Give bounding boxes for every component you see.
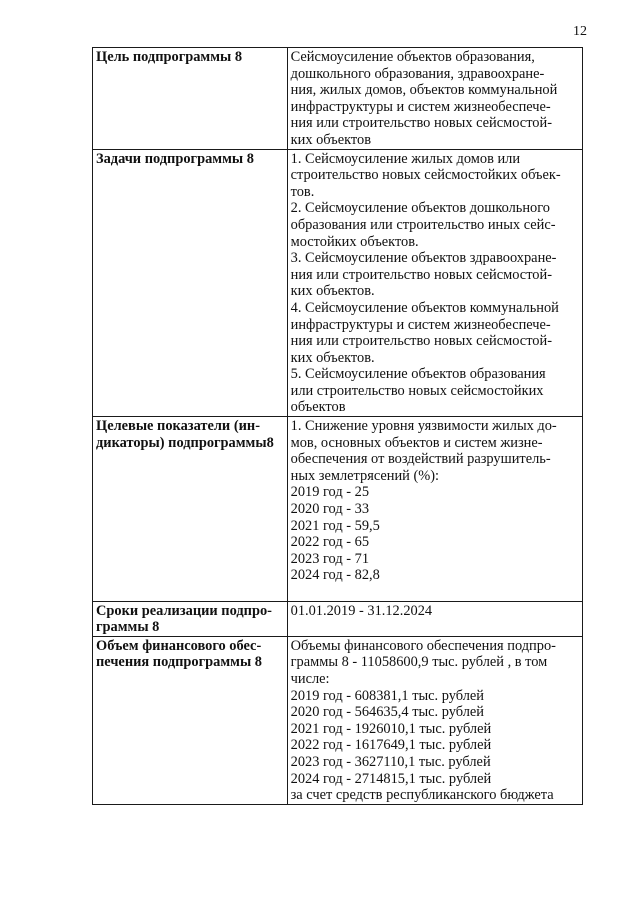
table-row-funding	[93, 636, 583, 804]
value-line: или строительство новых сейсмостойких	[290, 382, 544, 399]
value-line: граммы 8 - 11058600,9 тыс. рублей , в том	[290, 654, 548, 671]
value-line: ния или строительство новых сейсмостой-	[290, 115, 552, 132]
value-line: мостойких объектов.	[290, 233, 419, 250]
value-line: дошкольного образования, здравоохране-	[290, 65, 545, 82]
value-line: 4. Сейсмоусиление объектов коммунальной	[290, 299, 559, 316]
table-row-timeline	[93, 601, 583, 636]
row-label-indicators	[93, 417, 288, 602]
value-line: мов, основных объектов и систем жизне-	[290, 434, 543, 451]
value-line: 1. Снижение уровня уязвимости жилых до-	[290, 418, 557, 435]
value-line: 1. Сейсмоусиление жилых домов или	[290, 150, 521, 167]
row-value-funding	[287, 636, 582, 804]
value-line: 2022 год - 1617649,1 тыс. рублей	[290, 737, 492, 754]
value-line: 2020 год - 33	[290, 501, 370, 518]
value-line: строительство новых сейсмостойких объек-	[290, 167, 561, 184]
page-number: 12	[573, 24, 587, 39]
value-line: обеспечения от воздействий разрушитель-	[290, 451, 551, 468]
value-line: ния или строительство новых сейсмостой-	[290, 266, 552, 283]
label-line: дикаторы) подпрограммы8	[96, 434, 274, 451]
value-line: 2. Сейсмоусиление объектов дошкольного	[290, 200, 550, 217]
label-line: Объем финансового обес-	[96, 637, 262, 654]
value-line: 2024 год - 2714815,1 тыс. рублей	[290, 770, 492, 787]
row-label-timeline	[93, 601, 288, 636]
value-line: ния или строительство новых сейсмостой-	[290, 333, 552, 350]
value-line: 2019 год - 25	[290, 484, 370, 501]
table-row-tasks	[93, 149, 583, 417]
value-line: 3. Сейсмоусиление объектов здравоохране-	[290, 250, 557, 267]
value-line: тов.	[290, 183, 315, 200]
row-label-goal	[93, 48, 288, 150]
value-line: Сейсмоусиление объектов образования,	[290, 49, 535, 65]
table-row-goal	[93, 48, 583, 150]
value-line: ния, жилых домов, объектов коммунальной	[290, 82, 558, 99]
label-line: печения подпрограммы 8	[96, 654, 262, 671]
value-line: 2021 год - 59,5	[290, 517, 380, 534]
value-line: инфраструктуры и систем жизнеобеспече-	[290, 316, 551, 333]
row-label-funding	[93, 636, 288, 804]
row-value-timeline	[287, 601, 582, 636]
table-row-indicators	[93, 417, 583, 602]
value-line: 2024 год - 82,8	[290, 567, 380, 584]
label-line: Задачи подпрограммы 8	[96, 150, 254, 167]
value-line: числе:	[290, 670, 330, 687]
label-line: Целевые показатели (ин-	[96, 418, 260, 435]
value-line: 5. Сейсмоусиление объектов образования	[290, 366, 546, 383]
value-line: 2020 год - 564635,4 тыс. рублей	[290, 704, 484, 721]
label-line: граммы 8	[96, 619, 160, 636]
value-line: Объемы финансового обеспечения подпро-	[290, 637, 556, 654]
label-line: Сроки реализации подпро-	[96, 602, 272, 619]
subprogram-passport-table	[92, 47, 583, 805]
value-line: 01.01.2019 - 31.12.2024	[290, 602, 433, 619]
value-line: 2021 год - 1926010,1 тыс. рублей	[290, 720, 492, 737]
value-line: за счет средств республиканского бюджета	[290, 787, 554, 804]
value-line: образования или строительство иных сейс-	[290, 216, 556, 233]
value-line: объектов	[290, 399, 346, 416]
value-line: 2023 год - 71	[290, 550, 370, 567]
value-line: ных землетрясений (%):	[290, 467, 440, 484]
value-line-spacer	[291, 584, 580, 601]
value-line: 2022 год - 65	[290, 534, 370, 551]
value-line: ких объектов.	[290, 283, 375, 300]
row-value-goal	[287, 48, 582, 150]
label-line: Цель подпрограммы 8	[96, 49, 243, 65]
value-line: ких объектов	[290, 131, 371, 148]
row-value-tasks	[287, 149, 582, 417]
value-line: 2019 год - 608381,1 тыс. рублей	[290, 687, 484, 704]
value-line: ких объектов.	[290, 349, 375, 366]
value-line: инфраструктуры и систем жизнеобеспече-	[290, 98, 551, 115]
value-line: 2023 год - 3627110,1 тыс. рублей	[290, 753, 491, 770]
row-value-indicators	[287, 417, 582, 602]
row-label-tasks	[93, 149, 288, 417]
